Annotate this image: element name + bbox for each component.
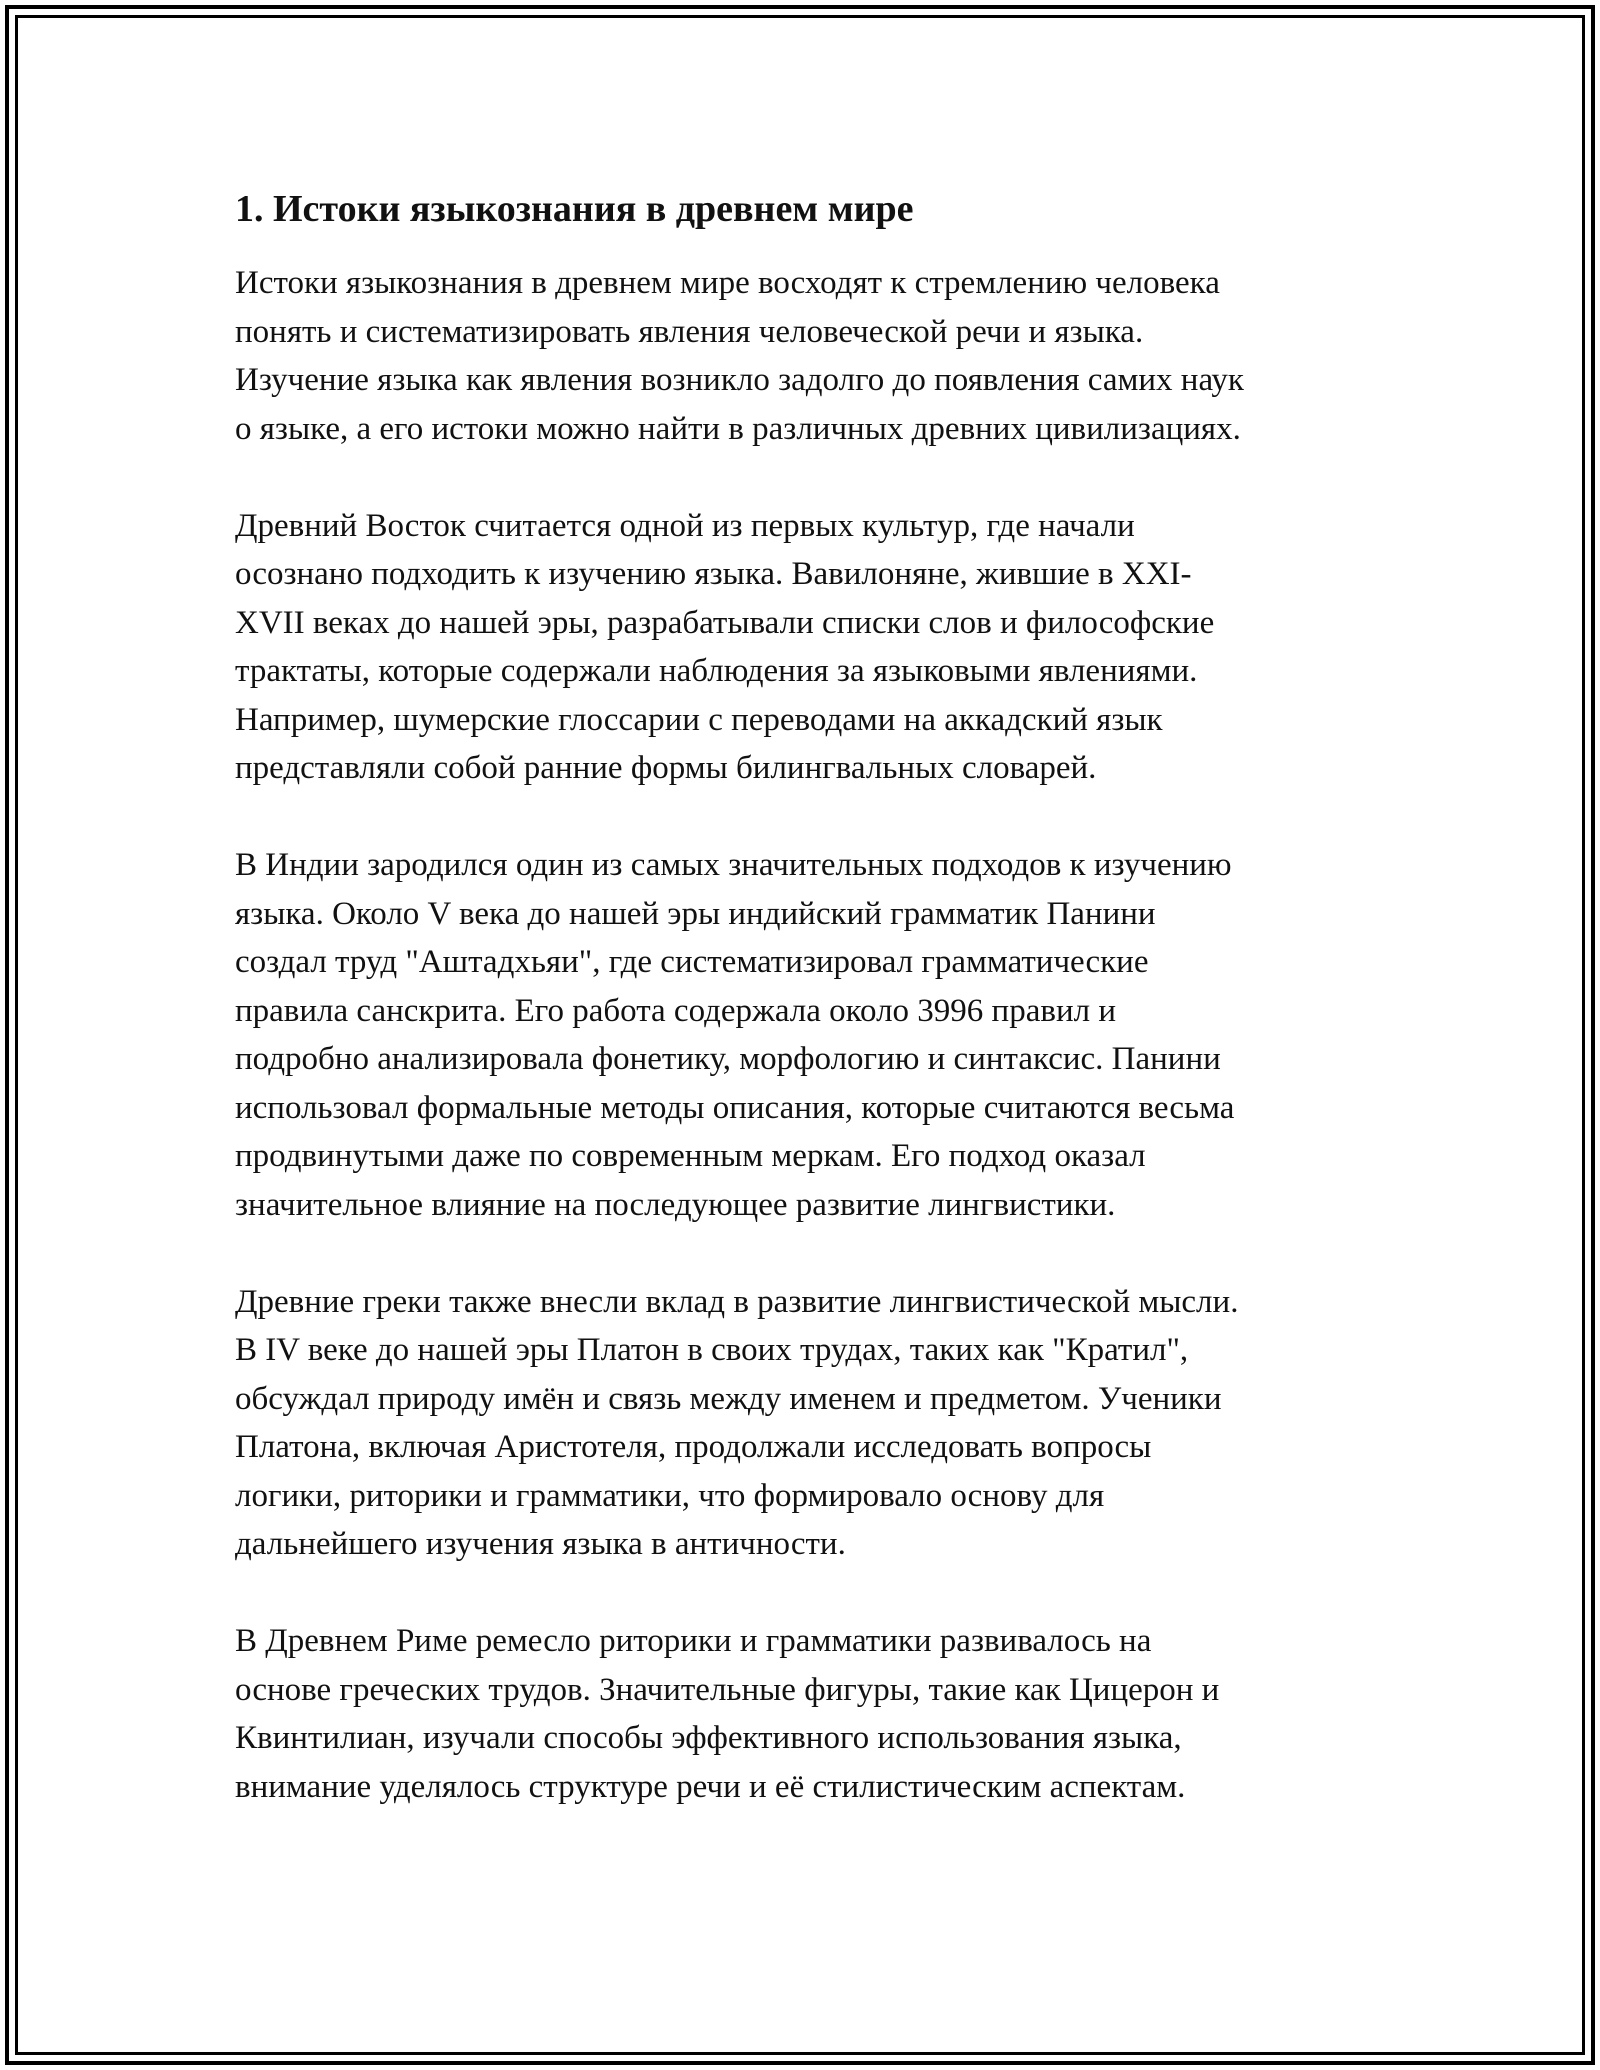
paragraph-line: Древний Восток считается одной из первых культур, где начали xyxy=(235,507,1135,544)
paragraph-line: понять и систематизировать явления человеческой речи и языка. xyxy=(235,313,1144,350)
paragraph-line: Например, шумерские глоссарии с переводами на аккадский язык xyxy=(235,701,1163,738)
paragraph-line: Платона, включая Аристотеля, продолжали исследовать вопросы xyxy=(235,1429,1152,1465)
paragraph-line: внимание уделялось структуре речи и её стилистическим аспектам. xyxy=(235,1768,1186,1805)
paragraph-line: дальнейшего изучения языка в античности. xyxy=(235,1526,846,1562)
paragraph-line: основе греческих трудов. Значительные фигуры, такие как Цицерон и xyxy=(235,1671,1220,1708)
paragraph-line: Древние греки также внесли вклад в развитие лингвистической мысли. xyxy=(235,1283,1239,1320)
paragraph-line: Истоки языкознания в древнем мире восходят к стремлению человека xyxy=(235,265,1220,301)
paragraph-line: создал труд "Аштадхьяи", где систематизировал грамматические xyxy=(235,944,1149,980)
paragraph-line: использовал формальные методы описания, которые считаются весьма xyxy=(235,1089,1235,1126)
paragraph-line: правила санскрита. Его работа содержала около 3996 правил и xyxy=(235,992,1116,1029)
section-heading: 1. Истоки языкознания в древнем мире xyxy=(235,188,914,230)
paragraph-line: трактаты, которые содержали наблюдения за языковыми явлениями. xyxy=(235,653,1198,689)
paragraph-line: осознано подходить к изучению языка. Вавилоняне, жившие в XXI- xyxy=(235,556,1192,592)
paragraph-line: В IV веке до нашей эры Платон в своих трудах, таких как "Кратил", xyxy=(235,1332,1189,1368)
paragraphs-container xyxy=(235,259,1385,1811)
paragraph-4 xyxy=(235,1278,1385,1569)
paragraph-line: XVII веках до нашей эры, разрабатывали списки слов и философские xyxy=(235,604,1215,641)
paragraph-line: Изучение языка как явления возникло задолго до появления самих наук xyxy=(235,362,1244,398)
paragraph-line: подробно анализировала фонетику, морфологию и синтаксис. Панини xyxy=(235,1041,1221,1077)
paragraph-line: обсуждал природу имён и связь между именем и предметом. Ученики xyxy=(235,1380,1222,1417)
paragraph-line: продвинутыми даже по современным меркам. Его подход оказал xyxy=(235,1138,1146,1174)
paragraph-line: Квинтилиан, изучали способы эффективного использования языка, xyxy=(235,1720,1182,1756)
paragraph-line: логики, риторики и грамматики, что формировало основу для xyxy=(235,1477,1105,1514)
paragraph-line: значительное влияние на последующее развитие лингвистики. xyxy=(235,1186,1116,1223)
document-body xyxy=(235,185,1385,1860)
paragraph-line: представляли собой ранние формы билингвальных словарей. xyxy=(235,750,1097,786)
paragraph-3 xyxy=(235,841,1385,1229)
paragraph-1 xyxy=(235,259,1385,453)
paragraph-line: о языке, а его истоки можно найти в различных древних цивилизациях. xyxy=(235,410,1241,447)
paragraph-5 xyxy=(235,1617,1385,1811)
paragraph-2 xyxy=(235,502,1385,793)
paragraph-line: В Индии зародился один из самых значительных подходов к изучению xyxy=(235,847,1232,883)
paragraph-line: языка. Около V века до нашей эры индийский грамматик Панини xyxy=(235,895,1156,932)
paragraph-line: В Древнем Риме ремесло риторики и грамматики развивалось на xyxy=(235,1623,1152,1659)
